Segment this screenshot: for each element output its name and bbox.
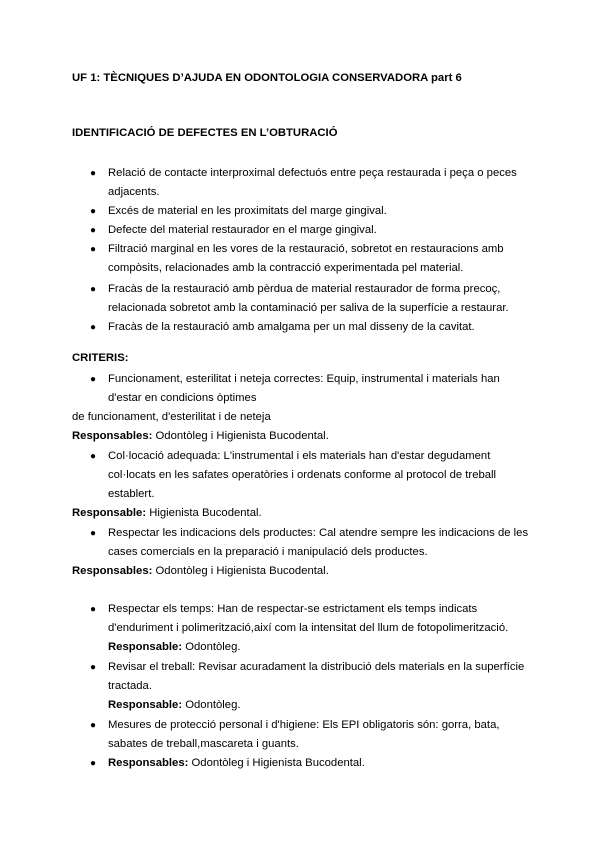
bullet-icon: ● (90, 758, 97, 769)
bullet-icon: ● (90, 662, 97, 673)
criteri-text: d'estar en condicions òptimes (108, 392, 257, 404)
bullet-icon: ● (90, 374, 97, 385)
page-title: UF 1: TÈCNIQUES D’AJUDA EN ODONTOLOGIA CONSERVADORA part 6 (72, 72, 462, 84)
list-item: Excés de material en les proximitats del marge gingival. (108, 205, 387, 217)
criteri-text: Funcionament, esterilitat i neteja correctes: Equip, instrumental i materials han (108, 373, 500, 385)
bullet-icon: ● (90, 322, 97, 333)
responsible-line (72, 507, 262, 519)
bullet-icon: ● (90, 244, 97, 255)
list-item: Filtració marginal en les vores de la restauració, sobretot en restauracions amb (108, 243, 504, 255)
responsible-value: Odontòleg i Higienista Bucodental. (152, 430, 329, 442)
list-item-continuation: compòsits, relacionades amb la contracció experimentada pel material. (108, 262, 464, 274)
bullet-icon: ● (90, 720, 97, 731)
list-item-continuation: relacionada sobretot amb la contaminació per saliva de la superfície a restaurar. (108, 302, 509, 314)
criteri-text: Respectar els temps: Han de respectar-se estrictament els temps indicats (108, 603, 478, 615)
responsible-label: Responsable: (108, 641, 183, 653)
bullet-icon: ● (90, 451, 97, 462)
criteris-heading: CRITERIS: (72, 352, 129, 364)
criteri-text: Respectar les indicacions dels productes: Cal atendre sempre les indicacions de les (108, 527, 529, 539)
bullet-icon: ● (90, 284, 97, 295)
criteri-text: establert. (108, 488, 155, 500)
list-item: Fracàs de la restauració amb amalgama per un mal disseny de la cavitat. (108, 321, 475, 333)
bullet-icon: ● (90, 604, 97, 615)
section-heading: IDENTIFICACIÓ DE DEFECTES EN L’OBTURACIÓ (72, 127, 338, 139)
criteri-text: Mesures de protecció personal i d'higiene: Els EPI obligatoris són: gorra, bata, (108, 719, 500, 731)
responsible-line (108, 699, 241, 711)
criteri-text: Col·locació adequada: L'instrumental i els materials han d'estar degudament (108, 450, 491, 462)
responsible-label: Responsables: (72, 565, 153, 577)
bullet-icon: ● (90, 225, 97, 236)
responsible-label: Responsable: (72, 507, 147, 519)
criteri-text: de funcionament, d'esterilitat i de neteja (72, 411, 271, 423)
responsible-value: Odontòleg. (182, 699, 241, 711)
responsible-value: Odontòleg. (182, 641, 241, 653)
responsible-value: Odontòleg i Higienista Bucodental. (188, 757, 365, 769)
responsible-line (72, 565, 329, 577)
list-item-continuation: adjacents. (108, 186, 160, 198)
list-item: Fracàs de la restauració amb pèrdua de material restaurador de forma precoç, (108, 283, 501, 295)
responsible-line (108, 757, 365, 769)
criteri-text: tractada. (108, 680, 152, 692)
bullet-icon: ● (90, 168, 97, 179)
list-item: Relació de contacte interproximal defectuós entre peça restaurada i peça o peces (108, 167, 517, 179)
criteri-text: d'enduriment i polimerització,així com la intensitat del llum de fotopolimerització. (108, 622, 509, 634)
responsible-label: Responsable: (108, 699, 183, 711)
responsible-line (72, 430, 329, 442)
responsible-label: Responsables: (72, 430, 153, 442)
criteri-text: sabates de treball,mascareta i guants. (108, 738, 299, 750)
criteri-text: cases comercials en la preparació i manipulació dels productes. (108, 546, 428, 558)
responsible-label: Responsables: (108, 757, 189, 769)
bullet-icon: ● (90, 528, 97, 539)
criteri-text: Revisar el treball: Revisar acuradament la distribució dels materials en la superfície (108, 661, 525, 673)
responsible-line (108, 641, 241, 653)
bullet-icon: ● (90, 206, 97, 217)
responsible-value: Higienista Bucodental. (146, 507, 262, 519)
responsible-value: Odontòleg i Higienista Bucodental. (152, 565, 329, 577)
list-item: Defecte del material restaurador en el marge gingival. (108, 224, 377, 236)
criteri-text: col·locats en les safates operatòries i ordenats conforme al protocol de treball (108, 469, 497, 481)
